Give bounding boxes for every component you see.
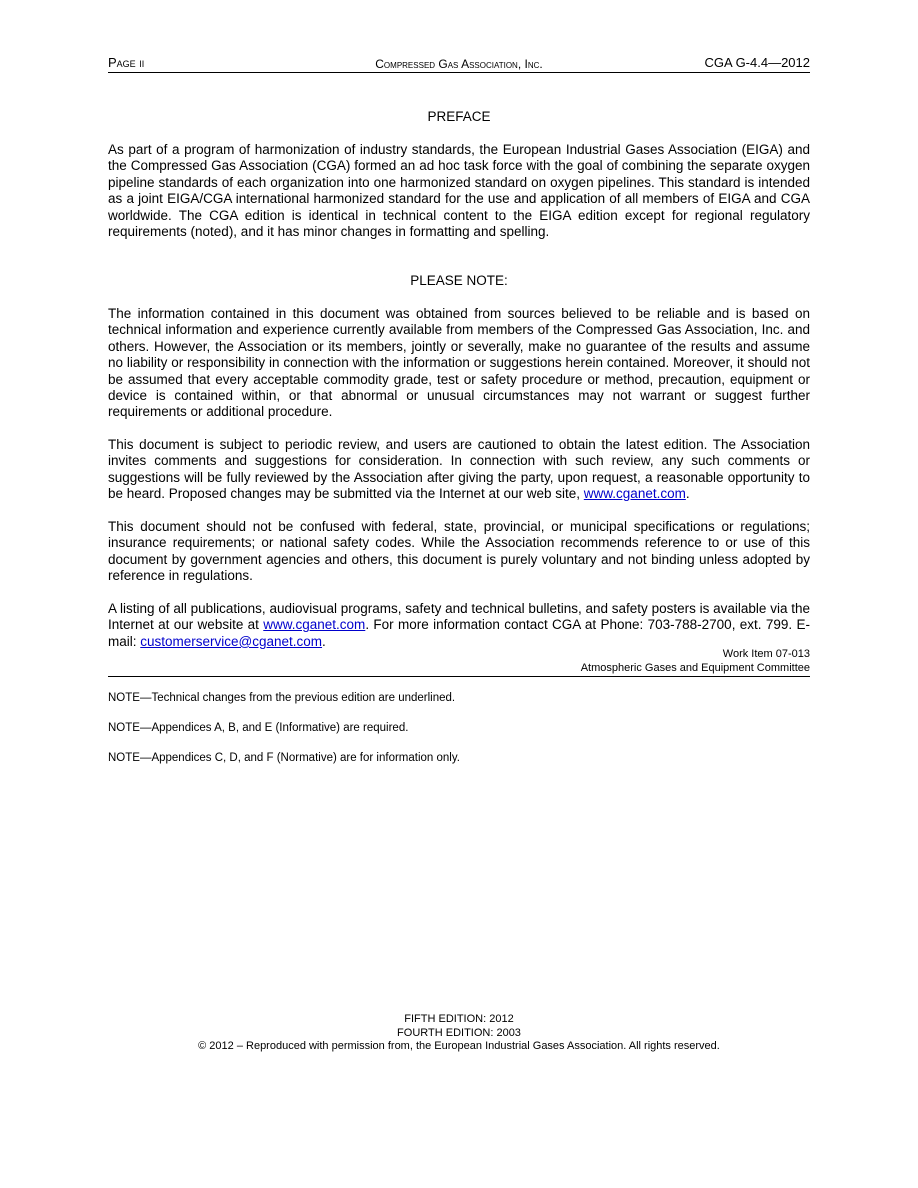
listing-end: . bbox=[322, 633, 326, 649]
work-item-number: Work Item 07-013 bbox=[722, 648, 810, 660]
note-normative-appendices: NOTE—Appendices C, D, and F (Normative) are for information only. bbox=[108, 752, 460, 764]
website-link[interactable]: www.cganet.com bbox=[263, 617, 366, 633]
note-informative-appendices: NOTE—Appendices A, B, and E (Informative) are required. bbox=[108, 722, 409, 734]
review-paragraph bbox=[108, 437, 810, 503]
confusion-paragraph: This document should not be confused with federal, state, provincial, or municipal specifications or regulations; insurance requirements; or national safety codes. While the Association recommends reference to or use of this document by government agencies and others, this document is purely voluntary and not binding unless adopted by reference in regulations. bbox=[108, 519, 810, 584]
disclaimer-paragraph: The information contained in this document was obtained from sources believed to be reliable and is based on technical information and experience currently available from members of the Compressed Gas Association, Inc. and others. However, the Association or its members, jointly or severally, make no guarantee of the results and assume no liability or responsibility in connection with the information or suggestions herein contained. Moreover, it should not be assumed that every acceptable commodity grade, test or safety procedure or method, precaution, equipment or device is contained within, or that abnormal or unusual circumstances may not warrant or suggest further requirements or additional procedure. bbox=[108, 306, 810, 420]
please-note-heading: PLEASE NOTE: bbox=[410, 273, 508, 288]
review-text: This document is subject to periodic review, and users are cautioned to obtain the latest edition. The Association invites comments and suggestions for consideration. In connection with such review, any such comments or suggestions will be fully reviewed by the Association after giving the party, upon request, a reasonable opportunity to be heard. Proposed changes may be submitted via the Internet at our web site, bbox=[108, 437, 810, 502]
header-organization: Compressed Gas Association, Inc. bbox=[375, 57, 543, 71]
email-link[interactable]: customerservice@cganet.com bbox=[140, 633, 323, 649]
listing-contact: . For more information contact CGA at Phone: 703-788-2700, ext. 799. E-mail: bbox=[108, 617, 810, 649]
page-number: Page ii bbox=[108, 55, 145, 70]
listing-text: A listing of all publications, audiovisual programs, safety and technical bulletins, and safety posters is available via the Internet at our website at bbox=[108, 601, 810, 633]
copyright-notice: © 2012 – Reproduced with permission from, the European Industrial Gases Association. All rights reserved. bbox=[198, 1040, 720, 1052]
page-header bbox=[108, 54, 810, 73]
document-id: CGA G-4.4—2012 bbox=[704, 55, 810, 70]
fourth-edition: FOURTH EDITION: 2003 bbox=[397, 1026, 521, 1039]
section-divider bbox=[108, 676, 810, 677]
work-item-block bbox=[108, 648, 810, 675]
fifth-edition: FIFTH EDITION: 2012 bbox=[404, 1013, 514, 1025]
preface-paragraph: As part of a program of harmonization of industry standards, the European Industrial Gases Association (EIGA) and the Compressed Gas Association (CGA) formed an ad hoc task force with the goal of combining the separate oxygen pipeline standards of each organization into one harmonized standard on oxygen pipelines. This standard is intended as a joint EIGA/CGA international harmonized standard for the use and application of all members of EIGA and CGA worldwide. The CGA edition is identical in technical content to the EIGA edition except for regional regulatory requirements (noted), and it has minor changes in formatting and spelling. bbox=[108, 142, 810, 240]
edition-footer bbox=[108, 1013, 810, 1054]
preface-heading: PREFACE bbox=[427, 109, 491, 124]
cganet-link[interactable]: www.cganet.com bbox=[583, 486, 686, 502]
review-end: . bbox=[685, 486, 690, 502]
note-technical-changes: NOTE—Technical changes from the previous edition are underlined. bbox=[108, 692, 456, 704]
committee-name: Atmospheric Gases and Equipment Committee bbox=[580, 661, 810, 674]
listing-paragraph bbox=[108, 601, 810, 650]
